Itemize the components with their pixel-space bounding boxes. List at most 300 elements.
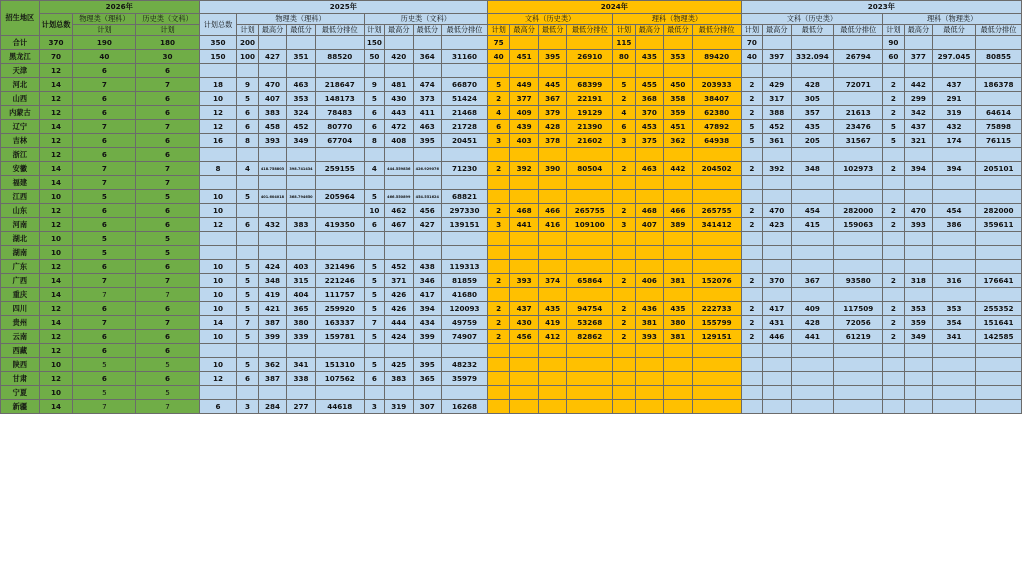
table-cell: 142585: [975, 330, 1021, 344]
table-cell: [385, 232, 414, 246]
table-cell: [933, 190, 976, 204]
subheader-plan: 计划: [487, 25, 509, 36]
table-cell: 259920: [315, 302, 364, 316]
table-cell: [933, 386, 976, 400]
table-cell: [487, 260, 509, 274]
table-cell: [487, 400, 509, 414]
table-cell: 359611: [975, 218, 1021, 232]
table-cell: 4: [364, 162, 384, 176]
table-cell: 395: [538, 50, 567, 64]
table-cell: 159781: [315, 330, 364, 344]
table-cell: 64938: [692, 134, 741, 148]
year-2024: 2024年: [487, 1, 741, 14]
table-cell: 12: [39, 344, 73, 358]
table-cell: 392: [510, 162, 539, 176]
table-cell: 2: [487, 302, 509, 316]
table-cell: 82862: [567, 330, 613, 344]
table-cell: [791, 36, 834, 50]
table-row: [1, 274, 1022, 288]
table-cell: 12: [199, 120, 237, 134]
subheader-rank: 最低分排位: [567, 25, 613, 36]
table-cell: 387: [258, 316, 287, 330]
table-cell: 88520: [315, 50, 364, 64]
subheader-min: 最低分: [664, 25, 693, 36]
table-cell: [883, 232, 904, 246]
table-cell: 10: [199, 330, 237, 344]
table-cell: 407: [635, 218, 664, 232]
table-cell: 373: [413, 92, 442, 106]
table-cell: 222733: [692, 302, 741, 316]
table-cell: 8: [199, 162, 237, 176]
table-cell: 299: [904, 92, 933, 106]
table-cell: 12: [39, 302, 73, 316]
table-cell: 5: [73, 386, 136, 400]
table-cell: 64614: [975, 106, 1021, 120]
table-cell: 341412: [692, 218, 741, 232]
table-cell: [487, 288, 509, 302]
table-cell: 5: [73, 232, 136, 246]
table-cell: [664, 148, 693, 162]
table-cell: [791, 64, 834, 78]
table-cell: [834, 246, 883, 260]
table-cell: [613, 190, 635, 204]
table-row: [1, 232, 1022, 246]
table-cell: [904, 190, 933, 204]
table-cell: [413, 64, 442, 78]
row-region: 广西: [1, 274, 40, 288]
row-region: 河北: [1, 78, 40, 92]
year-2025: 2025年: [199, 1, 487, 14]
table-cell: 5: [237, 260, 258, 274]
table-cell: 10: [39, 358, 73, 372]
table-cell: [385, 64, 414, 78]
table-cell: 14: [39, 288, 73, 302]
table-cell: 12: [199, 372, 237, 386]
table-cell: 324: [287, 106, 316, 120]
table-cell: 351: [287, 50, 316, 64]
header-2026-total-plan: 计划总数: [39, 14, 73, 36]
table-cell: [385, 344, 414, 358]
table-cell: 2: [741, 302, 762, 316]
table-cell: 205: [791, 134, 834, 148]
table-cell: [237, 344, 258, 358]
row-region: 贵州: [1, 316, 40, 330]
table-cell: 420: [385, 50, 414, 64]
table-cell: [635, 36, 664, 50]
table-cell: 5: [364, 302, 384, 316]
table-row: [1, 106, 1022, 120]
table-cell: 31567: [834, 134, 883, 148]
table-cell: 409: [510, 106, 539, 120]
table-cell: [834, 232, 883, 246]
table-cell: 423: [763, 218, 792, 232]
table-cell: 5: [73, 358, 136, 372]
table-cell: 367: [538, 92, 567, 106]
table-cell: [442, 386, 488, 400]
table-cell: [664, 232, 693, 246]
row-region: 湖北: [1, 232, 40, 246]
table-cell: [904, 246, 933, 260]
table-cell: 434: [413, 316, 442, 330]
table-cell: [933, 344, 976, 358]
table-cell: [791, 344, 834, 358]
table-cell: [538, 246, 567, 260]
table-cell: 419: [538, 316, 567, 330]
table-cell: 375: [635, 134, 664, 148]
table-cell: [442, 344, 488, 358]
table-cell: 421: [258, 302, 287, 316]
table-cell: 6: [73, 134, 136, 148]
table-cell: [834, 358, 883, 372]
table-row: [1, 92, 1022, 106]
table-cell: [791, 232, 834, 246]
table-cell: 354: [933, 316, 976, 330]
row-region: 河南: [1, 218, 40, 232]
row-region: 天津: [1, 64, 40, 78]
table-cell: 2: [487, 204, 509, 218]
table-row: [1, 260, 1022, 274]
table-cell: 6: [487, 120, 509, 134]
table-cell: 403: [287, 260, 316, 274]
table-cell: [538, 176, 567, 190]
table-cell: 14: [39, 316, 73, 330]
table-cell: [883, 344, 904, 358]
table-cell: [510, 400, 539, 414]
table-cell: 409: [791, 302, 834, 316]
table-cell: 362: [664, 134, 693, 148]
table-cell: 392: [763, 162, 792, 176]
table-cell: 2: [883, 330, 904, 344]
table-cell: 2: [613, 330, 635, 344]
table-cell: [442, 64, 488, 78]
table-cell: 5: [237, 274, 258, 288]
table-cell: [933, 358, 976, 372]
table-cell: 426: [385, 302, 414, 316]
table-cell: [975, 288, 1021, 302]
table-cell: [287, 36, 316, 50]
table-cell: 346: [413, 274, 442, 288]
table-cell: 23476: [834, 120, 883, 134]
table-cell: [692, 246, 741, 260]
table-cell: 204502: [692, 162, 741, 176]
table-cell: [883, 260, 904, 274]
table-cell: [442, 36, 488, 50]
table-cell: [442, 232, 488, 246]
table-cell: [904, 386, 933, 400]
table-cell: [567, 260, 613, 274]
table-cell: 389: [664, 218, 693, 232]
table-cell: [287, 232, 316, 246]
table-cell: [975, 36, 1021, 50]
table-cell: [510, 288, 539, 302]
table-cell: 9: [237, 78, 258, 92]
table-cell: 5: [73, 190, 136, 204]
table-cell: 70: [39, 50, 73, 64]
table-cell: 12: [39, 330, 73, 344]
table-cell: 361: [763, 134, 792, 148]
table-cell: 7: [73, 176, 136, 190]
table-cell: [763, 64, 792, 78]
table-header: [1, 1, 1022, 36]
table-cell: [199, 64, 237, 78]
table-cell: [613, 260, 635, 274]
table-cell: 282000: [975, 204, 1021, 218]
table-cell: 2: [487, 162, 509, 176]
table-cell: 394: [413, 302, 442, 316]
table-cell: [741, 64, 762, 78]
table-cell: [933, 400, 976, 414]
header-2023-science: 理科（物理类）: [883, 14, 1022, 25]
row-region: 湖南: [1, 246, 40, 260]
table-cell: 386: [933, 218, 976, 232]
table-cell: 474: [413, 78, 442, 92]
table-cell: [635, 246, 664, 260]
table-cell: 10: [199, 190, 237, 204]
table-cell: [385, 36, 414, 50]
table-cell: 115: [613, 36, 635, 50]
table-row: [1, 358, 1022, 372]
table-cell: [635, 64, 664, 78]
table-cell: 5: [364, 288, 384, 302]
table-cell: 14: [39, 176, 73, 190]
table-row: [1, 246, 1022, 260]
table-cell: 8: [364, 134, 384, 148]
table-row: [1, 204, 1022, 218]
table-cell: 317: [763, 92, 792, 106]
subheader-min: 最低分: [933, 25, 976, 36]
table-cell: 452: [763, 120, 792, 134]
subheader-min: 最低分: [538, 25, 567, 36]
table-row: [1, 148, 1022, 162]
table-cell: 129151: [692, 330, 741, 344]
table-row: [1, 316, 1022, 330]
table-cell: [904, 176, 933, 190]
row-region: 浙江: [1, 148, 40, 162]
table-cell: 362: [258, 358, 287, 372]
subheader-plan: 计划: [741, 25, 762, 36]
table-cell: 5: [364, 92, 384, 106]
table-cell: 393: [635, 330, 664, 344]
table-cell: 80: [613, 50, 635, 64]
row-region: 西藏: [1, 344, 40, 358]
row-region: 安徽: [1, 162, 40, 176]
table-cell: 40: [73, 50, 136, 64]
table-cell: 2: [741, 92, 762, 106]
table-cell: [933, 288, 976, 302]
table-cell: [364, 64, 384, 78]
row-region: 宁夏: [1, 386, 40, 400]
table-cell: 109100: [567, 218, 613, 232]
table-cell: [904, 36, 933, 50]
table-cell: 348: [791, 162, 834, 176]
table-cell: [834, 190, 883, 204]
table-cell: 353: [904, 302, 933, 316]
table-cell: [933, 64, 976, 78]
table-cell: 48232: [442, 358, 488, 372]
table-cell: [613, 176, 635, 190]
table-cell: [364, 232, 384, 246]
table-cell: 348: [258, 274, 287, 288]
table-cell: 466: [664, 204, 693, 218]
table-cell: 12: [39, 260, 73, 274]
table-cell: 49759: [442, 316, 488, 330]
table-cell: 462: [385, 204, 414, 218]
table-cell: 404: [287, 288, 316, 302]
table-cell: 6: [73, 148, 136, 162]
table-cell: 430: [385, 92, 414, 106]
table-cell: [904, 232, 933, 246]
table-cell: [741, 232, 762, 246]
table-cell: 12: [39, 204, 73, 218]
table-cell: 338: [287, 372, 316, 386]
table-cell: [567, 232, 613, 246]
table-cell: 364: [413, 50, 442, 64]
table-cell: 428: [791, 316, 834, 330]
table-row: [1, 386, 1022, 400]
table-cell: [510, 148, 539, 162]
table-cell: 5: [883, 134, 904, 148]
table-cell: 6: [613, 120, 635, 134]
table-cell: 377: [904, 50, 933, 64]
table-cell: [315, 36, 364, 50]
table-cell: 429: [763, 78, 792, 92]
table-cell: 380: [664, 316, 693, 330]
table-cell: 120093: [442, 302, 488, 316]
table-cell: [741, 386, 762, 400]
table-cell: 190: [73, 36, 136, 50]
table-cell: 401.604018: [258, 190, 287, 204]
table-cell: [763, 36, 792, 50]
table-cell: 7: [136, 288, 199, 302]
table-cell: 53268: [567, 316, 613, 330]
table-body: [1, 36, 1022, 414]
table-cell: [933, 148, 976, 162]
table-cell: 259155: [315, 162, 364, 176]
table-cell: 443: [385, 106, 414, 120]
table-cell: 16: [199, 134, 237, 148]
table-cell: 203933: [692, 78, 741, 92]
table-cell: [237, 246, 258, 260]
table-cell: [510, 36, 539, 50]
table-cell: 50: [364, 50, 384, 64]
table-cell: 51424: [442, 92, 488, 106]
table-cell: 7: [136, 78, 199, 92]
subheader-max: 最高分: [763, 25, 792, 36]
table-cell: 5: [613, 78, 635, 92]
table-cell: 3: [613, 218, 635, 232]
table-cell: 5: [237, 330, 258, 344]
table-cell: 4: [487, 106, 509, 120]
table-cell: [442, 246, 488, 260]
table-cell: [692, 344, 741, 358]
table-cell: 435: [791, 120, 834, 134]
table-cell: 2: [741, 162, 762, 176]
table-cell: 378: [538, 134, 567, 148]
table-cell: 111757: [315, 288, 364, 302]
table-cell: 10: [199, 302, 237, 316]
table-row: [1, 330, 1022, 344]
table-cell: 18: [199, 78, 237, 92]
table-cell: [567, 36, 613, 50]
table-cell: 2: [613, 162, 635, 176]
table-cell: 6: [136, 204, 199, 218]
table-cell: [741, 246, 762, 260]
table-cell: 7: [73, 274, 136, 288]
table-cell: 416: [538, 218, 567, 232]
row-region: 甘肃: [1, 372, 40, 386]
table-cell: 163337: [315, 316, 364, 330]
table-cell: 2: [613, 316, 635, 330]
table-cell: [763, 372, 792, 386]
table-cell: [975, 386, 1021, 400]
table-cell: 442: [664, 162, 693, 176]
table-cell: 399: [413, 330, 442, 344]
table-cell: [567, 176, 613, 190]
table-row: [1, 302, 1022, 316]
table-cell: 3: [487, 134, 509, 148]
table-cell: 7: [136, 400, 199, 414]
table-cell: [199, 148, 237, 162]
table-cell: [904, 344, 933, 358]
table-cell: 100: [237, 50, 258, 64]
table-cell: 14: [39, 400, 73, 414]
table-cell: [692, 288, 741, 302]
table-cell: 374: [538, 274, 567, 288]
table-cell: 5: [136, 190, 199, 204]
table-cell: [692, 148, 741, 162]
table-cell: [763, 232, 792, 246]
table-cell: [613, 400, 635, 414]
table-cell: 12: [39, 134, 73, 148]
table-cell: 2: [883, 78, 904, 92]
table-cell: [664, 386, 693, 400]
table-cell: 265755: [692, 204, 741, 218]
table-cell: 359: [904, 316, 933, 330]
table-cell: 12: [39, 218, 73, 232]
table-cell: 3: [487, 218, 509, 232]
table-cell: 44618: [315, 400, 364, 414]
table-cell: [834, 92, 883, 106]
table-cell: 398.741434: [287, 162, 316, 176]
table-cell: [237, 64, 258, 78]
table-cell: 151310: [315, 358, 364, 372]
row-region: 合计: [1, 36, 40, 50]
table-cell: 454: [933, 204, 976, 218]
table-cell: [933, 232, 976, 246]
table-cell: 444: [385, 316, 414, 330]
table-cell: 60: [883, 50, 904, 64]
table-cell: 6: [136, 106, 199, 120]
table-cell: 22191: [567, 92, 613, 106]
table-cell: [538, 288, 567, 302]
table-cell: [741, 372, 762, 386]
table-cell: [975, 232, 1021, 246]
table-cell: 419350: [315, 218, 364, 232]
table-cell: [975, 64, 1021, 78]
subheader-max: 最高分: [635, 25, 664, 36]
table-cell: [791, 372, 834, 386]
table-row: [1, 50, 1022, 64]
table-cell: 2: [487, 274, 509, 288]
table-cell: [567, 190, 613, 204]
table-cell: 6: [136, 64, 199, 78]
table-cell: 7: [237, 316, 258, 330]
table-cell: 468: [635, 204, 664, 218]
table-cell: [763, 190, 792, 204]
table-cell: [510, 260, 539, 274]
table-cell: 150: [199, 50, 237, 64]
table-cell: 10: [39, 246, 73, 260]
